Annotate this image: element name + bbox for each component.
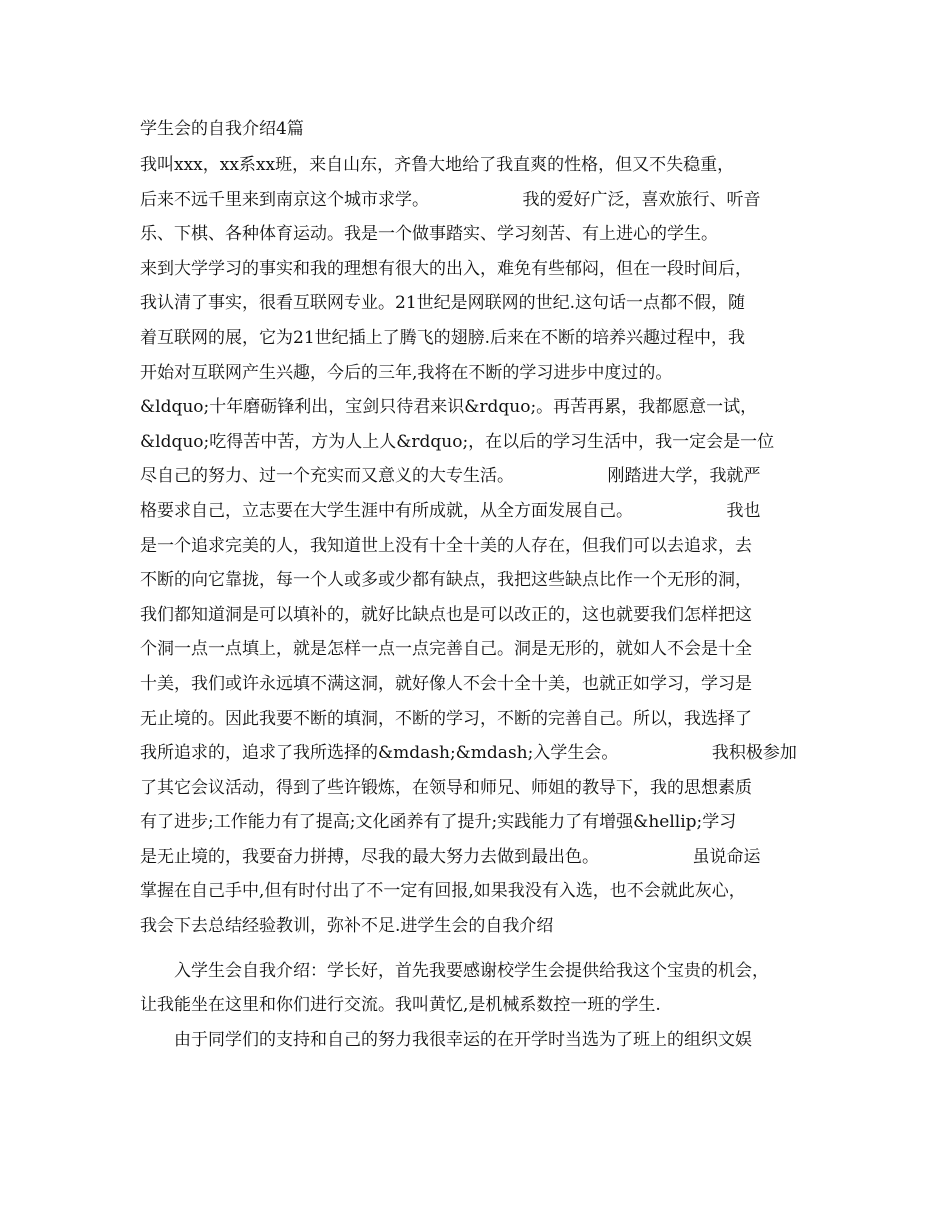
text-line: 我认清了事实，很看互联网专业。21世纪是网联网的世纪.这句话一点都不假，随	[140, 293, 746, 314]
text-line: 我所追求的，追求了我所选择的&mdash;&mdash;入学生会。 我积极参加	[140, 743, 797, 764]
paragraph-2	[140, 954, 820, 1023]
text-line: 尽自己的努力、过一个充实而又意义的大专生活。 刚踏进大学，我就严	[140, 466, 761, 487]
text-line: 后来不远千里来到南京这个城市求学。 我的爱好广泛，喜欢旅行、听音	[140, 189, 761, 210]
text-line: 是无止境的，我要奋力拼搏，尽我的最大努力去做到最出色。 虽说命运	[140, 846, 761, 867]
text-line: 不断的向它靠拢，每一个人或多或少都有缺点，我把这些缺点比作一个无形的洞，	[140, 570, 752, 591]
text-line: 十美，我们或许永远填不满这洞，就好像人不会十全十美，也就正如学习，学习是	[140, 673, 752, 694]
text-line: 格要求自己，立志要在大学生涯中有所成就，从全方面发展自己。 我也	[140, 500, 761, 521]
text-line: 我们都知道洞是可以填补的，就好比缺点也是可以改正的，这也就要我们怎样把这	[140, 604, 752, 625]
text-line: &ldquo;吃得苦中苦，方为人上人&rdquo;，在以后的学习生活中，我一定会是一位	[140, 431, 775, 452]
text-line: 乐、下棋、各种体育运动。我是一个做事踏实、学习刻苦、有上进心的学生。	[140, 224, 718, 245]
text-line: &ldquo;十年磨砺锋利出，宝剑只待君来识&rdquo;。再苦再累，我都愿意一试，	[140, 397, 758, 418]
text-line: 开始对互联网产生兴趣，今后的三年,我将在不断的学习进步中度过的。	[140, 362, 673, 383]
text-line: 入学生会自我介绍：学长好，首先我要感谢校学生会提供给我这个宝贵的机会，	[140, 960, 769, 981]
text-line: 我会下去总结经验教训，弥补不足.进学生会的自我介绍	[140, 916, 554, 937]
document-title: 学生会的自我介绍4篇	[140, 119, 304, 139]
text-line: 掌握在自己手中,但有时付出了不一定有回报,如果我没有入选，也不会就此灰心，	[140, 881, 746, 902]
text-line: 了其它会议活动，得到了些许锻炼，在领导和师兄、师姐的教导下，我的思想素质	[140, 777, 752, 798]
text-line: 无止境的。因此我要不断的填洞，不断的学习，不断的完善自己。所以，我选择了	[140, 708, 752, 729]
text-line: 我叫xxx，xx系xx班，来自山东，齐鲁大地给了我直爽的性格，但又不失稳重，	[140, 155, 735, 175]
text-line: 着互联网的展，它为21世纪插上了腾飞的翅膀.后来在不断的培养兴趣过程中，我	[140, 327, 746, 348]
paragraph-3	[140, 1023, 820, 1058]
text-line: 来到大学学习的事实和我的理想有很大的出入，难免有些郁闷，但在一段时间后，	[140, 258, 752, 279]
text-line: 让我能坐在这里和你们进行交流。我叫黄忆,是机械系数控一班的学生.	[140, 995, 661, 1016]
document-body	[140, 148, 820, 1057]
text-line: 有了进步;工作能力有了提高;文化函养有了提升;实践能力了有增强&hellip;学习	[140, 812, 737, 833]
paragraph-1	[140, 148, 820, 944]
text-line: 个洞一点一点填上，就是怎样一点一点完善自己。洞是无形的，就如人不会是十全	[140, 639, 752, 660]
text-line: 由于同学们的支持和自己的努力我很幸运的在开学时当选为了班上的组织文娱	[140, 1029, 752, 1050]
text-line: 是一个追求完美的人，我知道世上没有十全十美的人存在，但我们可以去追求，去	[140, 535, 752, 556]
